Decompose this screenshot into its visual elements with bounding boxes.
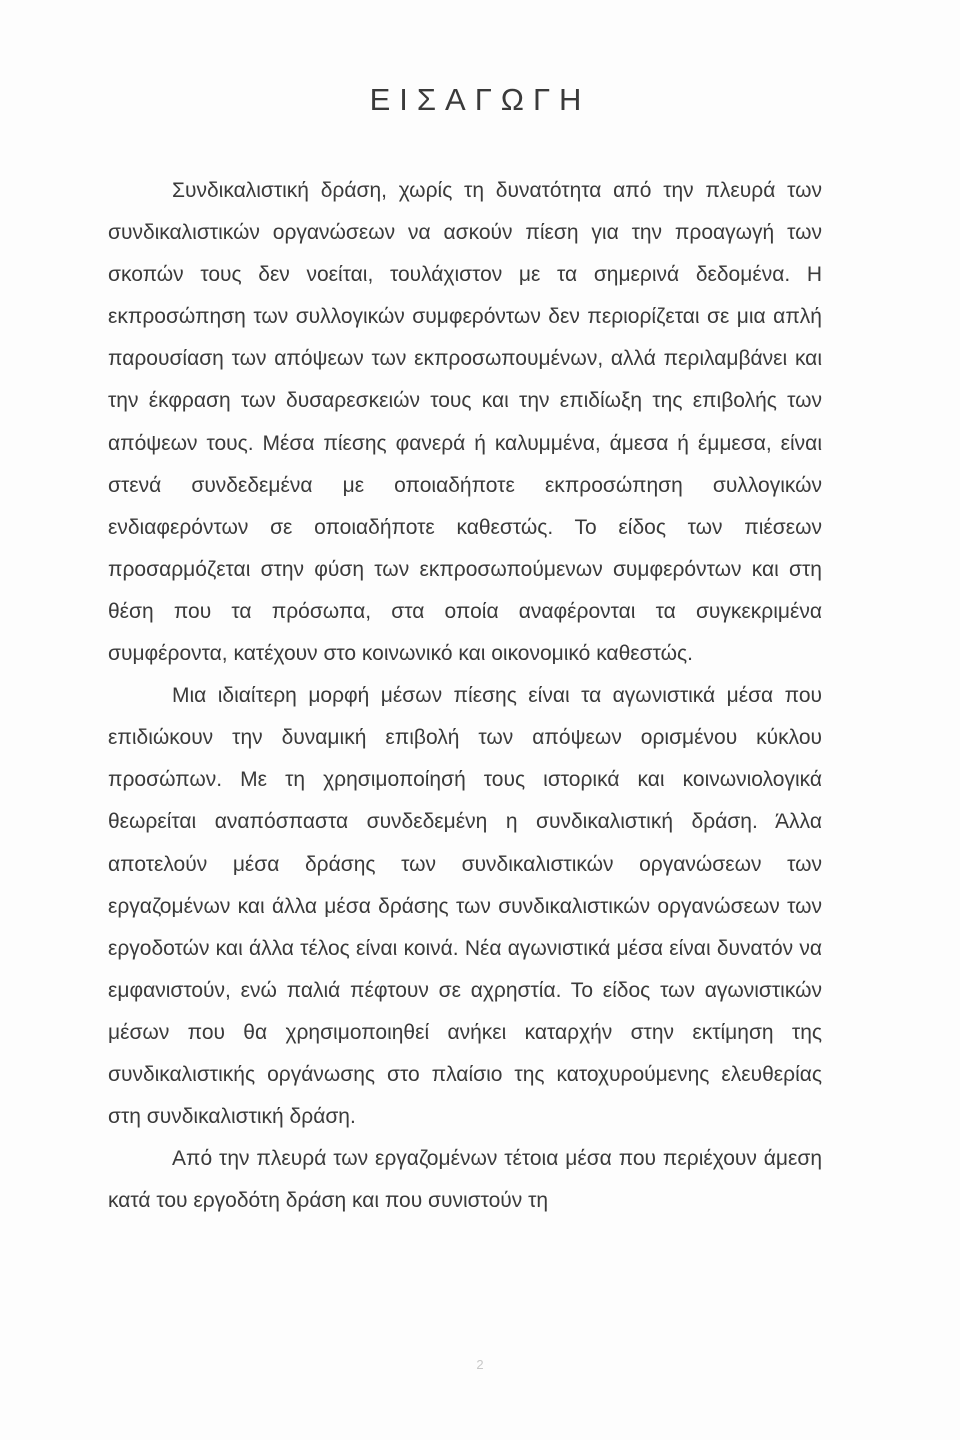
page-title: ΕΙΣΑΓΩΓΗ [369,82,591,117]
page-number: 2 [476,1357,484,1372]
document-body [108,170,822,1222]
paragraph-2: Μια ιδιαίτερη μορφή μέσων πίεσης είναι τα αγωνιστικά μέσα που επιδιώκουν την δυναμική επιβολή των απόψεων ορισμένου κύκλου προσώπων. Με τη χρησιμοποίησή τους ιστορικά και κοινωνιολογικά θεωρείται αναπόσπαστα συνδεδεμένη η συνδικαλιστική δράση. Άλλα αποτελούν μέσα δράσης των συνδικαλιστικών οργανώσεων των εργαζομένων και άλλα μέσα δράσης των συνδικαλιστικών οργανώσεων των εργοδοτών και άλλα τέλος είναι κοινά. Νέα αγωνιστικά μέσα είναι δυνατόν να εμφανιστούν, ενώ παλιά πέφτουν σε αχρηστία. Το είδος των αγωνιστικών μέσων που θα χρησιμοποιηθεί ανήκει καταρχήν στην εκτίμηση της συνδικαλιστικής οργάνωσης στο πλαίσιο της κατοχυρούμενης ελευθερίας στη συνδικαλιστική δράση. [108,684,822,1129]
paragraph-1: Συνδικαλιστική δράση, χωρίς τη δυνατότητα από την πλευρά των συνδικαλιστικών οργανώσεων να ασκούν πίεση για την προαγωγή των σκοπών τους δεν νοείται, τουλάχιστον με τα σημερινά δεδομένα. Η εκπροσώπηση των συλλογικών συμφερόντων δεν περιορίζεται σε μια απλή παρουσίαση των απόψεων των εκπροσωπουμένων, αλλά περιλαμβάνει και την έκφραση των δυσαρεσκειών τους και την επιδίωξη της επιβολής των απόψεων τους. Μέσα πίεσης φανερά ή καλυμμένα, άμεσα ή έμμεσα, είναι στενά συνδεδεμένα με οποιαδήποτε εκπροσώπηση συλλογικών ενδιαφερόντων σε οποιαδήποτε καθεστώς. Το είδος των πιέσεων προσαρμόζεται στην φύση των εκπροσωπούμενων συμφερόντων και στη θέση που τα πρόσωπα, στα οποία αναφέρονται τα συγκεκριμένα συμφέροντα, κατέχουν στο κοινωνικό και οικονομικό καθεστώς. [108,179,822,666]
paragraph-3: Από την πλευρά των εργαζομένων τέτοια μέσα που περιέχουν άμεση κατά του εργοδότη δράση και που συνιστούν τη [108,1147,822,1213]
